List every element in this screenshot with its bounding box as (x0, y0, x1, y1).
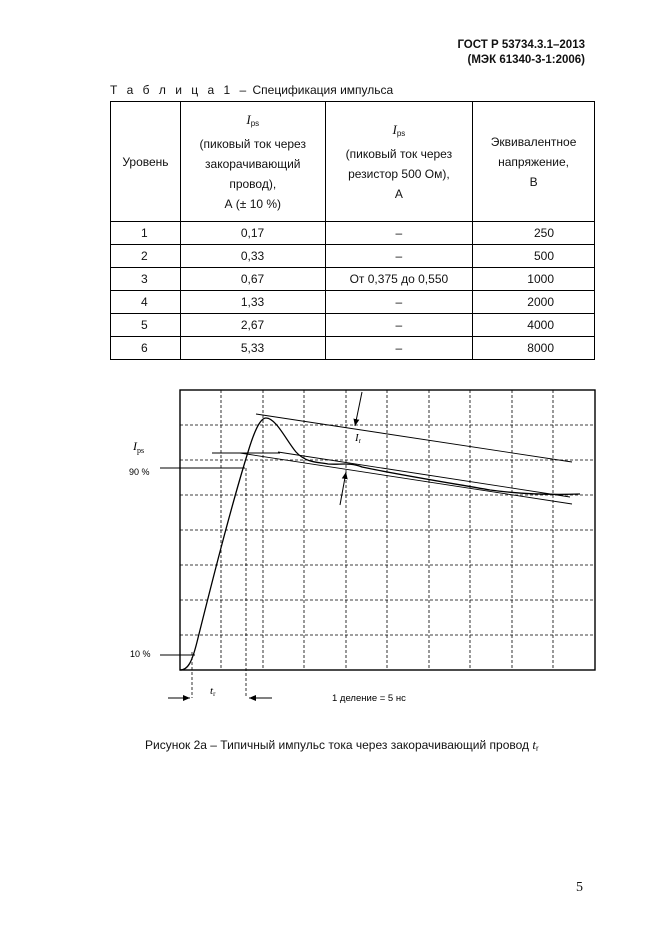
cell-resistor: – (325, 245, 473, 268)
figure-caption-prefix: Рисунок 2а – (145, 738, 217, 752)
cell-resistor: – (325, 222, 473, 245)
label-10-percent: 10 % (130, 649, 151, 659)
pulse-spec-table (110, 101, 595, 360)
table-caption-prefix: Т а б л и ц а 1 – (110, 83, 250, 97)
header-text: резистор 500 Ом), (348, 166, 450, 181)
table-caption (110, 83, 393, 97)
lower-envelope-line (240, 453, 572, 504)
cell-resistor: – (325, 337, 473, 360)
table-row (111, 245, 595, 268)
cell-level: 3 (111, 268, 181, 291)
oscilloscope-grid (180, 390, 595, 670)
cell-resistor: – (325, 314, 473, 337)
ir-arrow-top (355, 392, 362, 426)
tr-label: tr (210, 685, 216, 698)
table-row (111, 314, 595, 337)
grid-lines (180, 390, 595, 670)
cell-short: 2,67 (180, 314, 325, 337)
cell-level: 2 (111, 245, 181, 268)
header-level-text: Уровень (122, 154, 169, 169)
cell-short: 0,67 (180, 268, 325, 291)
header-text: А (394, 186, 403, 201)
cell-level: 4 (111, 291, 181, 314)
ir-arrow-bottom (340, 472, 346, 505)
header-text: провод), (229, 176, 277, 191)
header-voltage (473, 102, 595, 222)
header-level (111, 102, 181, 222)
ir-label: Ir (355, 432, 362, 445)
page-number: 5 (576, 880, 583, 895)
cell-voltage: 500 (473, 245, 595, 268)
cell-short: 0,33 (180, 245, 325, 268)
cell-short: 5,33 (180, 337, 325, 360)
table-row (111, 337, 595, 360)
figure-caption-text: Типичный импульс тока через закорачивающий провод (220, 738, 530, 752)
table-header-row (111, 102, 595, 222)
ips-symbol: I (392, 121, 397, 137)
header-text: В (529, 174, 538, 189)
cell-short: 0,17 (180, 222, 325, 245)
header-peak-resistor (325, 102, 473, 222)
division-note: 1 деление = 5 нс (332, 693, 406, 704)
cell-level: 6 (111, 337, 181, 360)
header-peak-short (180, 102, 325, 222)
upper-envelope-line (256, 414, 572, 462)
ips-subscript: ps (396, 128, 406, 138)
header-text: закорачивающий (205, 156, 301, 171)
cell-short: 1,33 (180, 291, 325, 314)
ips-label: $I_{ps}$ (133, 439, 145, 455)
cell-voltage: 8000 (473, 337, 595, 360)
header-text: напряжение, (498, 154, 569, 169)
cell-voltage: 2000 (473, 291, 595, 314)
cell-voltage: 1000 (473, 268, 595, 291)
pulse-waveform-figure (100, 380, 610, 720)
table-caption-title: Спецификация импульса (252, 83, 394, 97)
cell-level: 5 (111, 314, 181, 337)
header-text: (пиковый ток через (199, 136, 306, 151)
cell-resistor: От 0,375 до 0,550 (325, 268, 473, 291)
cell-voltage: 250 (473, 222, 595, 245)
header-text: А (± 10 %) (224, 196, 282, 211)
pulse-curve (160, 392, 580, 698)
mid-envelope-line (278, 452, 570, 497)
iec-reference: (МЭК 61340-3-1:2006) (467, 54, 585, 66)
table-row (111, 222, 595, 245)
ips-subscript: ps (250, 118, 260, 128)
header-text: Эквивалентное (490, 134, 577, 149)
cell-resistor: – (325, 291, 473, 314)
caption-tr-subscript: r (536, 744, 539, 753)
document-header (457, 38, 585, 68)
figure-caption (145, 737, 539, 753)
current-waveform (180, 418, 580, 670)
table-row (111, 291, 595, 314)
table-row (111, 268, 595, 291)
standard-number: ГОСТ Р 53734.3.1–2013 (457, 39, 585, 51)
header-text: (пиковый ток через (345, 146, 453, 161)
cell-voltage: 4000 (473, 314, 595, 337)
caption-tr-symbol: t (532, 737, 536, 752)
label-90-percent: 90 % (129, 467, 150, 477)
cell-level: 1 (111, 222, 181, 245)
ips-symbol: I (246, 111, 251, 127)
